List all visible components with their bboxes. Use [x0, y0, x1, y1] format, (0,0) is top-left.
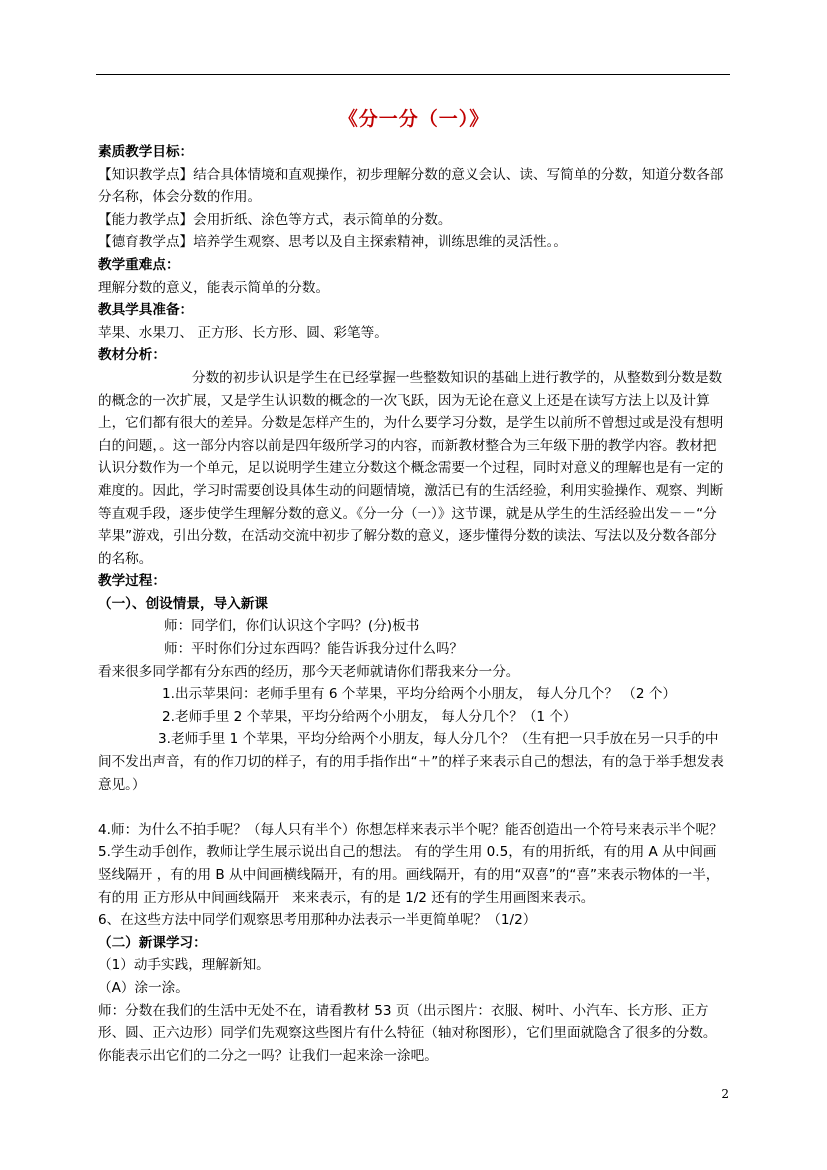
section-heading: （二）新课学习：: [98, 934, 207, 951]
document-lines: [98, 141, 730, 1067]
paragraph: （1）动手实践，理解新知。: [98, 957, 270, 974]
paragraph: 苹果、水果刀、 正方形、长方形、圆、彩笔等。: [98, 324, 388, 341]
page-number: 2: [721, 1087, 729, 1101]
document-body: [98, 104, 730, 1067]
paragraph: （A）涂一涂。: [98, 979, 189, 996]
paragraph: 【知识教学点】结合具体情境和直观操作，初步理解分数的意义会认、读、写简单的分数，知道分数各部分名称，体会分数的作用。: [98, 166, 724, 206]
paragraph: 3.老师手里 1 个苹果，平均分给两个小朋友，每人分几个？（生有把一只手放在另一只手的中间不发出声音，有的作刀切的样子，有的用手指作出“＋”的样子来表示自己的想法，有的急于举手想发表意见。）: [98, 731, 724, 793]
section-heading: 教学重难点：: [98, 256, 180, 273]
paragraph: 理解分数的意义，能表示简单的分数。: [98, 279, 330, 296]
document-title: 《分一分（一）》: [338, 108, 490, 130]
section-heading: 教具学具准备：: [98, 302, 194, 319]
paragraph: 5.学生动手创作，教师让学生展示说出自己的想法。 有的学生用 0.5，有的用折纸，有的用 A 从中间画竖线隔开 ，有的用 B 从中间画横线隔开，有的用。画线隔开，有的用“双喜”的“喜”来表示物体的一半，有的用 正方形从中间画线隔开 来来表示，有的是 1/2 还有的学生用画图来表示。: [98, 844, 720, 906]
paragraph: 师：同学们，你们认识这个字吗？(分)板书: [164, 618, 420, 635]
paragraph: 6、在这些方法中同学们观察思考用那种办法表示一半更简单呢？（1/2）: [98, 912, 537, 929]
paragraph: 分数的初步认识是学生在已经掌握一些整数知识的基础上进行教学的，从整数到分数是数的概念的一次扩展，又是学生认识数的概念的一次飞跃，因为无论在意义上还是在读写方法上以及计算上，它们都有很大的差异。分数是怎样产生的，为什么要学习分数，是学生以前所不曾想过或是没有想明白的问题，。这一部分内容以前是四年级所学习的内容，而新教材整合为三年级下册的教学内容。教材把认识分数作为一个单元，足以说明学生建立分数这个概念需要一个过程，同时对意义的理解也是有一定的难度的。因此，学习时需要创设具体生动的问题情境，激活已有的生活经验，利用实验操作、观察、判断等直观手段，逐步使学生理解分数的意义。《分一分（一）》这节课，就是从学生的生活经验出发－－“分苹果”游戏，引出分数，在活动交流中初步了解分数的意义，逐步懂得分数的读法、写法以及分数各部分的名称。: [98, 369, 724, 567]
paragraph: 1.出示苹果问：老师手里有 6 个苹果，平均分给两个小朋友， 每人分几个？ （2 个）: [162, 686, 677, 703]
paragraph: 2.老师手里 2 个苹果，平均分给两个小朋友， 每人分几个？（1 个）: [162, 708, 577, 725]
section-heading: （一）、创设情景，导入新课: [98, 595, 268, 612]
header-rule: [96, 74, 730, 75]
section-heading: 教学过程：: [98, 573, 166, 590]
section-heading: 教材分析：: [98, 347, 166, 364]
blank-line: [98, 796, 730, 819]
paragraph: 师：分数在我们的生活中无处不在，请看教材 53 页（出示图片：衣服、树叶、小汽车、长方形、正方形、圆、正六边形）同学们先观察这些图片有什么特征（轴对称图形），它们里面就隐含了很多的分数。你能表示出它们的二分之一吗？让我们一起来涂一涂吧。: [98, 1002, 717, 1064]
section-heading: 素质教学目标：: [98, 144, 194, 160]
paragraph: 师：平时你们分过东西吗？能告诉我分过什么吗？: [164, 641, 464, 658]
paragraph: 【德育教学点】培养学生观察、思考以及自主探索精神，训练思维的灵活性。。: [98, 234, 567, 251]
paragraph: 4.师：为什么不拍手呢？（每人只有半个）你想怎样来表示半个呢？能否创造出一个符号来表示半个呢？: [98, 821, 723, 838]
paragraph: 【能力教学点】会用折纸、涂色等方式，表示简单的分数。: [98, 211, 452, 228]
paragraph: 看来很多同学都有分东西的经历，那今天老师就请你们帮我来分一分。: [98, 663, 520, 680]
